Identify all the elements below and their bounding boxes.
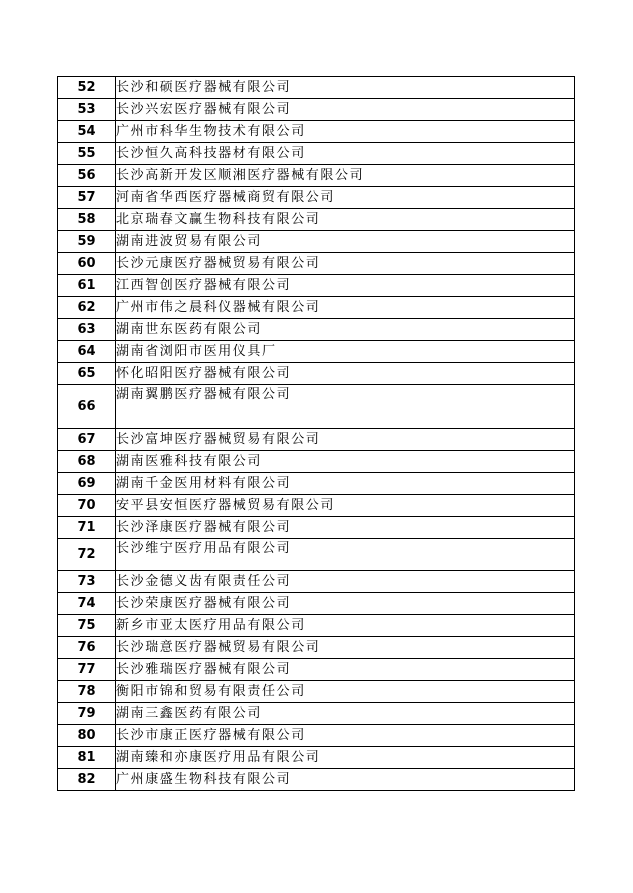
row-number: 78 (58, 681, 116, 703)
company-list-table (57, 76, 575, 791)
company-name: 长沙恒久高科技器材有限公司 (116, 143, 575, 165)
row-number: 68 (58, 451, 116, 473)
table-row (58, 747, 575, 769)
row-number: 75 (58, 615, 116, 637)
row-number: 67 (58, 429, 116, 451)
row-number: 55 (58, 143, 116, 165)
row-number: 63 (58, 319, 116, 341)
table-row (58, 297, 575, 319)
company-name: 长沙金德义齿有限责任公司 (116, 571, 575, 593)
company-name: 长沙维宁医疗用品有限公司 (116, 539, 575, 571)
company-name: 湖南世东医药有限公司 (116, 319, 575, 341)
row-number: 54 (58, 121, 116, 143)
table-row (58, 473, 575, 495)
table-row (58, 143, 575, 165)
row-number: 71 (58, 517, 116, 539)
table-row (58, 593, 575, 615)
company-name: 广州市科华生物技术有限公司 (116, 121, 575, 143)
table-row (58, 539, 575, 571)
company-name: 长沙市康正医疗器械有限公司 (116, 725, 575, 747)
table-row (58, 517, 575, 539)
row-number: 73 (58, 571, 116, 593)
table-row (58, 99, 575, 121)
table-row (58, 451, 575, 473)
company-name: 新乡市亚太医疗用品有限公司 (116, 615, 575, 637)
row-number: 72 (58, 539, 116, 571)
table-row (58, 341, 575, 363)
row-number: 79 (58, 703, 116, 725)
row-number: 53 (58, 99, 116, 121)
company-name: 衡阳市锦和贸易有限责任公司 (116, 681, 575, 703)
company-name: 湖南进波贸易有限公司 (116, 231, 575, 253)
company-name: 长沙雅瑞医疗器械有限公司 (116, 659, 575, 681)
company-name: 长沙荣康医疗器械有限公司 (116, 593, 575, 615)
row-number: 64 (58, 341, 116, 363)
table-row (58, 275, 575, 297)
company-name: 湖南医雅科技有限公司 (116, 451, 575, 473)
company-name: 长沙兴宏医疗器械有限公司 (116, 99, 575, 121)
row-number: 59 (58, 231, 116, 253)
table-row (58, 637, 575, 659)
row-number: 82 (58, 769, 116, 791)
row-number: 76 (58, 637, 116, 659)
table-row (58, 165, 575, 187)
row-number: 69 (58, 473, 116, 495)
table-row (58, 725, 575, 747)
table-row (58, 187, 575, 209)
row-number: 56 (58, 165, 116, 187)
company-name: 长沙泽康医疗器械有限公司 (116, 517, 575, 539)
row-number: 62 (58, 297, 116, 319)
table-row (58, 681, 575, 703)
company-name: 湖南臻和亦康医疗用品有限公司 (116, 747, 575, 769)
table-row (58, 253, 575, 275)
company-name: 安平县安恒医疗器械贸易有限公司 (116, 495, 575, 517)
company-name: 广州康盛生物科技有限公司 (116, 769, 575, 791)
table-row (58, 231, 575, 253)
table-row (58, 659, 575, 681)
company-name: 湖南千金医用材料有限公司 (116, 473, 575, 495)
company-name: 长沙高新开发区顺湘医疗器械有限公司 (116, 165, 575, 187)
row-number: 60 (58, 253, 116, 275)
table-row (58, 319, 575, 341)
row-number: 77 (58, 659, 116, 681)
table-row (58, 121, 575, 143)
company-name: 河南省华西医疗器械商贸有限公司 (116, 187, 575, 209)
table-row (58, 703, 575, 725)
company-name: 湖南翼鹏医疗器械有限公司 (116, 385, 575, 429)
company-name: 广州市伟之晨科仪器械有限公司 (116, 297, 575, 319)
row-number: 57 (58, 187, 116, 209)
company-name: 长沙瑞意医疗器械贸易有限公司 (116, 637, 575, 659)
table-row (58, 615, 575, 637)
table-row (58, 495, 575, 517)
row-number: 66 (58, 385, 116, 429)
row-number: 65 (58, 363, 116, 385)
row-number: 74 (58, 593, 116, 615)
company-name: 长沙富坤医疗器械贸易有限公司 (116, 429, 575, 451)
table-row (58, 209, 575, 231)
company-name: 江西智创医疗器械有限公司 (116, 275, 575, 297)
table-row (58, 571, 575, 593)
row-number: 81 (58, 747, 116, 769)
row-number: 52 (58, 77, 116, 99)
table-row (58, 363, 575, 385)
row-number: 58 (58, 209, 116, 231)
company-name: 湖南省浏阳市医用仪具厂 (116, 341, 575, 363)
row-number: 80 (58, 725, 116, 747)
row-number: 70 (58, 495, 116, 517)
company-name: 怀化昭阳医疗器械有限公司 (116, 363, 575, 385)
table-row (58, 385, 575, 429)
table-row (58, 429, 575, 451)
row-number: 61 (58, 275, 116, 297)
company-name: 北京瑞春文赢生物科技有限公司 (116, 209, 575, 231)
company-name: 长沙元康医疗器械贸易有限公司 (116, 253, 575, 275)
table-row (58, 77, 575, 99)
company-name: 湖南三鑫医药有限公司 (116, 703, 575, 725)
company-name: 长沙和硕医疗器械有限公司 (116, 77, 575, 99)
table-row (58, 769, 575, 791)
